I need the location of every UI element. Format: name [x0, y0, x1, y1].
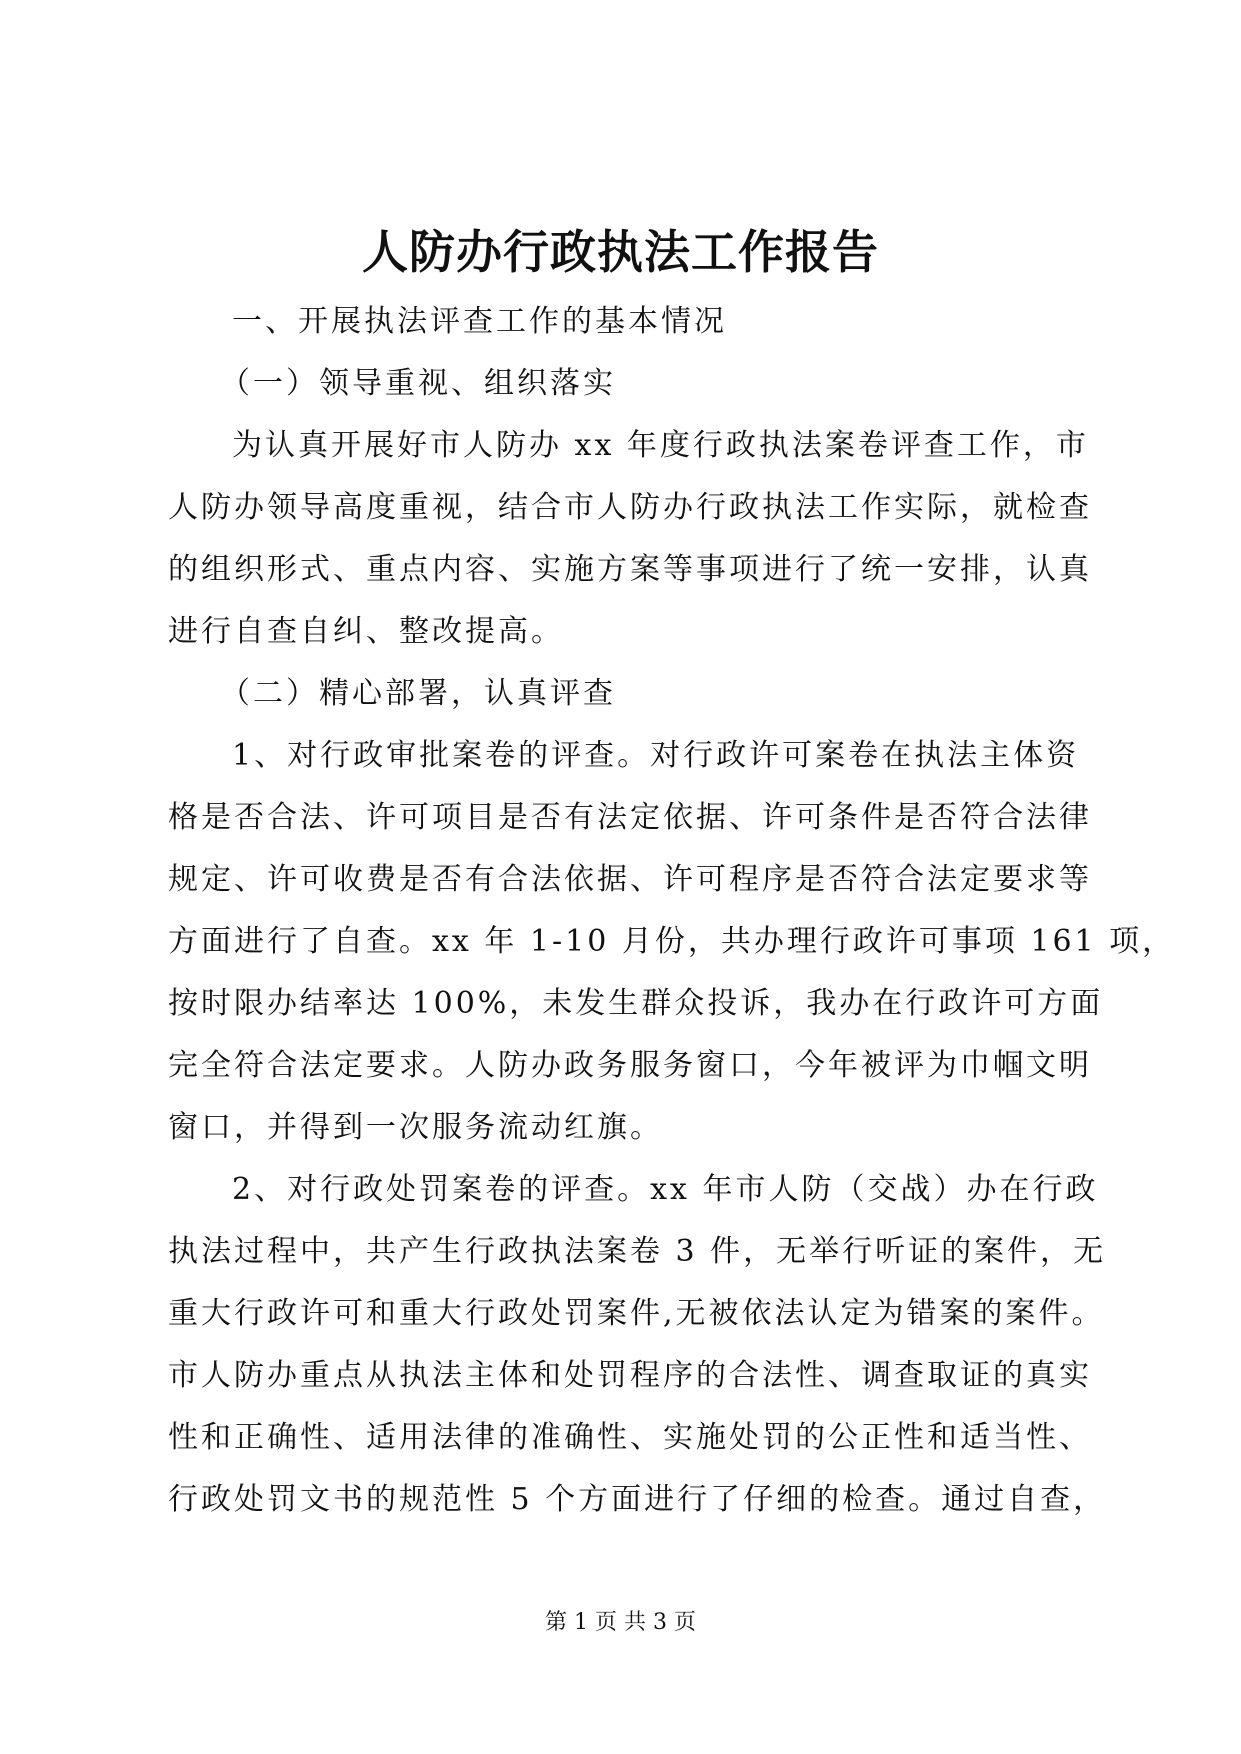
document-title: 人防办行政执法工作报告 [362, 225, 879, 279]
heading-1: 一、开展执法评查工作的基本情况 [232, 304, 727, 339]
paragraph-line: 规定、许可收费是否有合法依据、许可程序是否符合法定要求等 [168, 862, 1092, 897]
paragraph-line: 执法过程中，共产生行政执法案卷 3 件，无举行听证的案件，无 [168, 1234, 1107, 1269]
paragraph-line: 的组织形式、重点内容、实施方案等事项进行了统一安排，认真 [168, 552, 1092, 587]
paragraph-line: 窗口，并得到一次服务流动红旗。 [168, 1110, 663, 1145]
paragraph-line: 性和正确性、适用法律的准确性、实施处罚的公正性和适当性、 [168, 1420, 1092, 1455]
paragraph-line: 市人防办重点从执法主体和处罚程序的合法性、调查取证的真实 [168, 1358, 1092, 1393]
subheading-1: （一）领导重视、组织落实 [220, 366, 616, 401]
paragraph-line: 行政处罚文书的规范性 5 个方面进行了仔细的检查。通过自查， [168, 1482, 1107, 1517]
paragraph-line: 为认真开展好市人防办 xx 年度行政执法案卷评查工作，市 [232, 428, 1089, 463]
paragraph-line: 2、对行政处罚案卷的评查。xx 年市人防（交战）办在行政 [232, 1172, 1099, 1207]
paragraph-line: 按时限办结率达 100%，未发生群众投诉，我办在行政许可方面 [168, 986, 1104, 1021]
paragraph-line: 完全符合法定要求。人防办政务服务窗口，今年被评为巾帼文明 [168, 1048, 1092, 1083]
paragraph-line: 人防办领导高度重视，结合市人防办行政执法工作实际，就检查 [168, 490, 1092, 525]
paragraph-line: 方面进行了自查。xx 年 1-10 月份，共办理行政许可事项 161 项， [168, 924, 1176, 959]
subheading-2: （二）精心部署，认真评查 [220, 676, 616, 711]
paragraph-line: 1、对行政审批案卷的评查。对行政许可案卷在执法主体资 [232, 738, 1080, 773]
paragraph-line: 进行自查自纠、整改提高。 [168, 614, 564, 649]
page-footer: 第 1 页 共 3 页 [545, 1610, 696, 1635]
paragraph-line: 格是否合法、许可项目是否有法定依据、许可条件是否符合法律 [168, 800, 1092, 835]
paragraph-line: 重大行政许可和重大行政处罚案件,无被依法认定为错案的案件。 [168, 1296, 1105, 1331]
